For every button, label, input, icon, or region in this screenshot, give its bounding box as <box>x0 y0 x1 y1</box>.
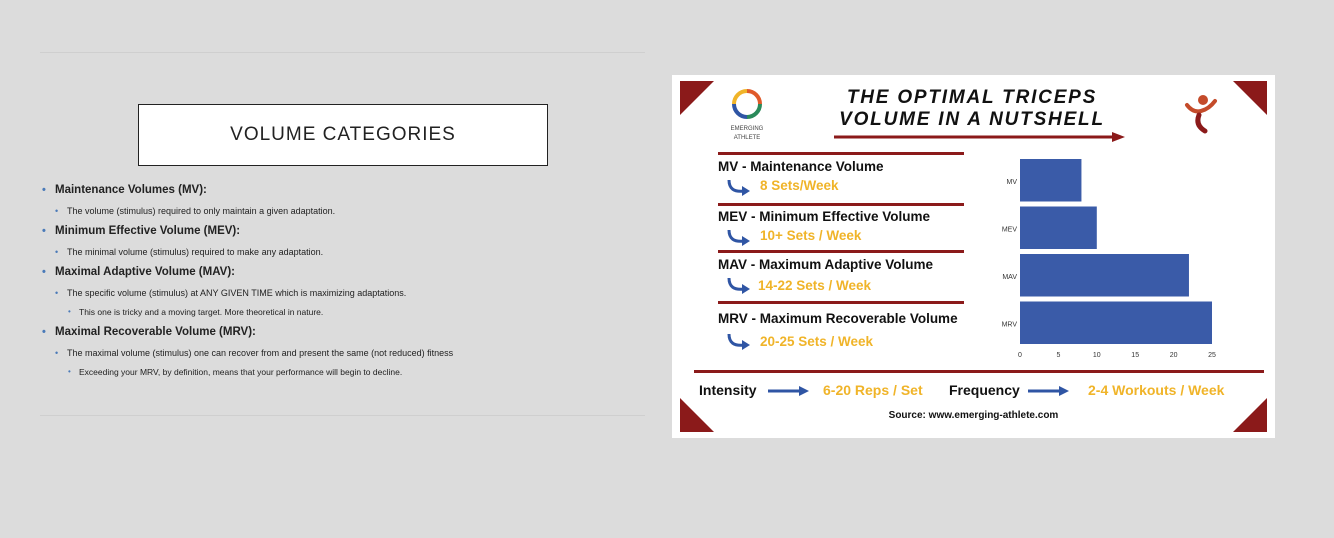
bullet-heading: • Maximal Adaptive Volume (MAV): <box>42 263 642 285</box>
volume-sets: 14-22 Sets / Week <box>758 278 872 293</box>
frequency-arrow-icon <box>1028 386 1070 396</box>
intensity-label: Intensity <box>699 382 757 398</box>
bullet-subitem: • This one is tricky and a moving target. More theoretical in nature. <box>42 304 642 323</box>
bullet-heading: • Minimum Effective Volume (MEV): <box>42 222 642 244</box>
bullet-item: • The volume (stimulus) required to only maintain a given adaptation. <box>42 203 642 222</box>
frequency-value: 2-4 Workouts / Week <box>1088 382 1225 398</box>
source-credit: Source: www.emerging-athlete.com <box>888 410 1059 421</box>
athlete-figure-icon <box>1183 93 1219 135</box>
bar-mev <box>1020 207 1097 250</box>
volume-row-mav <box>718 257 968 293</box>
row-divider <box>718 152 964 155</box>
logo-text-emerging: EMERGING <box>730 126 764 132</box>
infographic-title <box>822 87 1122 131</box>
slide-top-divider <box>40 52 645 53</box>
slide-title: VOLUME CATEGORIES <box>138 104 548 166</box>
infographic-title-line-2: VOLUME IN A NUTSHELL <box>839 109 1105 130</box>
y-tick-label: MRV <box>1001 321 1017 329</box>
volume-name: MV - Maintenance Volume <box>718 159 884 174</box>
curved-arrow-icon <box>726 179 752 197</box>
intensity-value: 6-20 Reps / Set <box>823 382 923 398</box>
y-tick-label: MAV <box>1002 273 1017 281</box>
triceps-volume-infographic <box>672 75 1275 438</box>
row-divider <box>718 250 964 253</box>
frequency-label: Frequency <box>949 382 1020 398</box>
intensity-arrow-icon <box>768 386 810 396</box>
y-tick-label: MEV <box>1001 226 1017 234</box>
bullet-heading: • Maintenance Volumes (MV): <box>42 181 642 203</box>
volume-name: MRV - Maximum Recoverable Volume <box>718 311 958 326</box>
volume-sets: 8 Sets/Week <box>760 178 839 193</box>
volume-name: MAV - Maximum Adaptive Volume <box>718 257 934 272</box>
curved-arrow-icon <box>726 333 752 351</box>
bar-mrv <box>1020 302 1212 345</box>
bar-mv <box>1020 159 1081 202</box>
x-tick-label: 10 <box>1092 352 1101 359</box>
logo-ring-icon <box>732 89 762 119</box>
volume-sets: 10+ Sets / Week <box>760 228 862 243</box>
bullet-subitem: • Exceeding your MRV, by definition, means that your performance will begin to decline. <box>42 364 642 383</box>
footer-divider <box>694 370 1264 373</box>
x-tick-label: 15 <box>1131 352 1140 359</box>
emerging-athlete-logo <box>727 89 767 141</box>
bar-mav <box>1020 254 1189 297</box>
y-tick-label: MV <box>1006 178 1017 186</box>
row-divider <box>718 301 964 304</box>
slide-bullet-list <box>42 181 642 383</box>
title-underline-arrow <box>832 132 1127 142</box>
corner-decoration-top-left <box>680 81 714 115</box>
x-tick-label: 20 <box>1169 352 1178 359</box>
volume-row-mev <box>718 209 968 243</box>
bullet-item: • The minimal volume (stimulus) required to make any adaptation. <box>42 244 642 263</box>
x-tick-label: 5 <box>1056 352 1061 359</box>
bullet-item: • The specific volume (stimulus) at ANY GIVEN TIME which is maximizing adaptations. <box>42 285 642 304</box>
infographic-title-line-1: THE OPTIMAL TRICEPS <box>846 87 1098 108</box>
volume-name: MEV - Minimum Effective Volume <box>718 209 931 224</box>
bullet-heading: • Maximal Recoverable Volume (MRV): <box>42 323 642 345</box>
volume-row-mv <box>718 159 968 193</box>
curved-arrow-icon <box>726 229 752 247</box>
slide-bottom-divider <box>40 415 645 416</box>
volume-row-mrv <box>718 311 968 349</box>
row-divider <box>718 203 964 206</box>
bullet-item: • The maximal volume (stimulus) one can recover from and present the same (not reduced) fitness <box>42 345 642 364</box>
volume-sets: 20-25 Sets / Week <box>760 334 874 349</box>
x-tick-label: 0 <box>1018 352 1022 359</box>
logo-text-athlete: ATHLETE <box>733 134 761 141</box>
curved-arrow-icon <box>726 277 752 295</box>
volume-bar-chart <box>992 153 1242 363</box>
x-tick-label: 25 <box>1208 352 1216 359</box>
corner-decoration-top-right <box>1233 81 1267 115</box>
